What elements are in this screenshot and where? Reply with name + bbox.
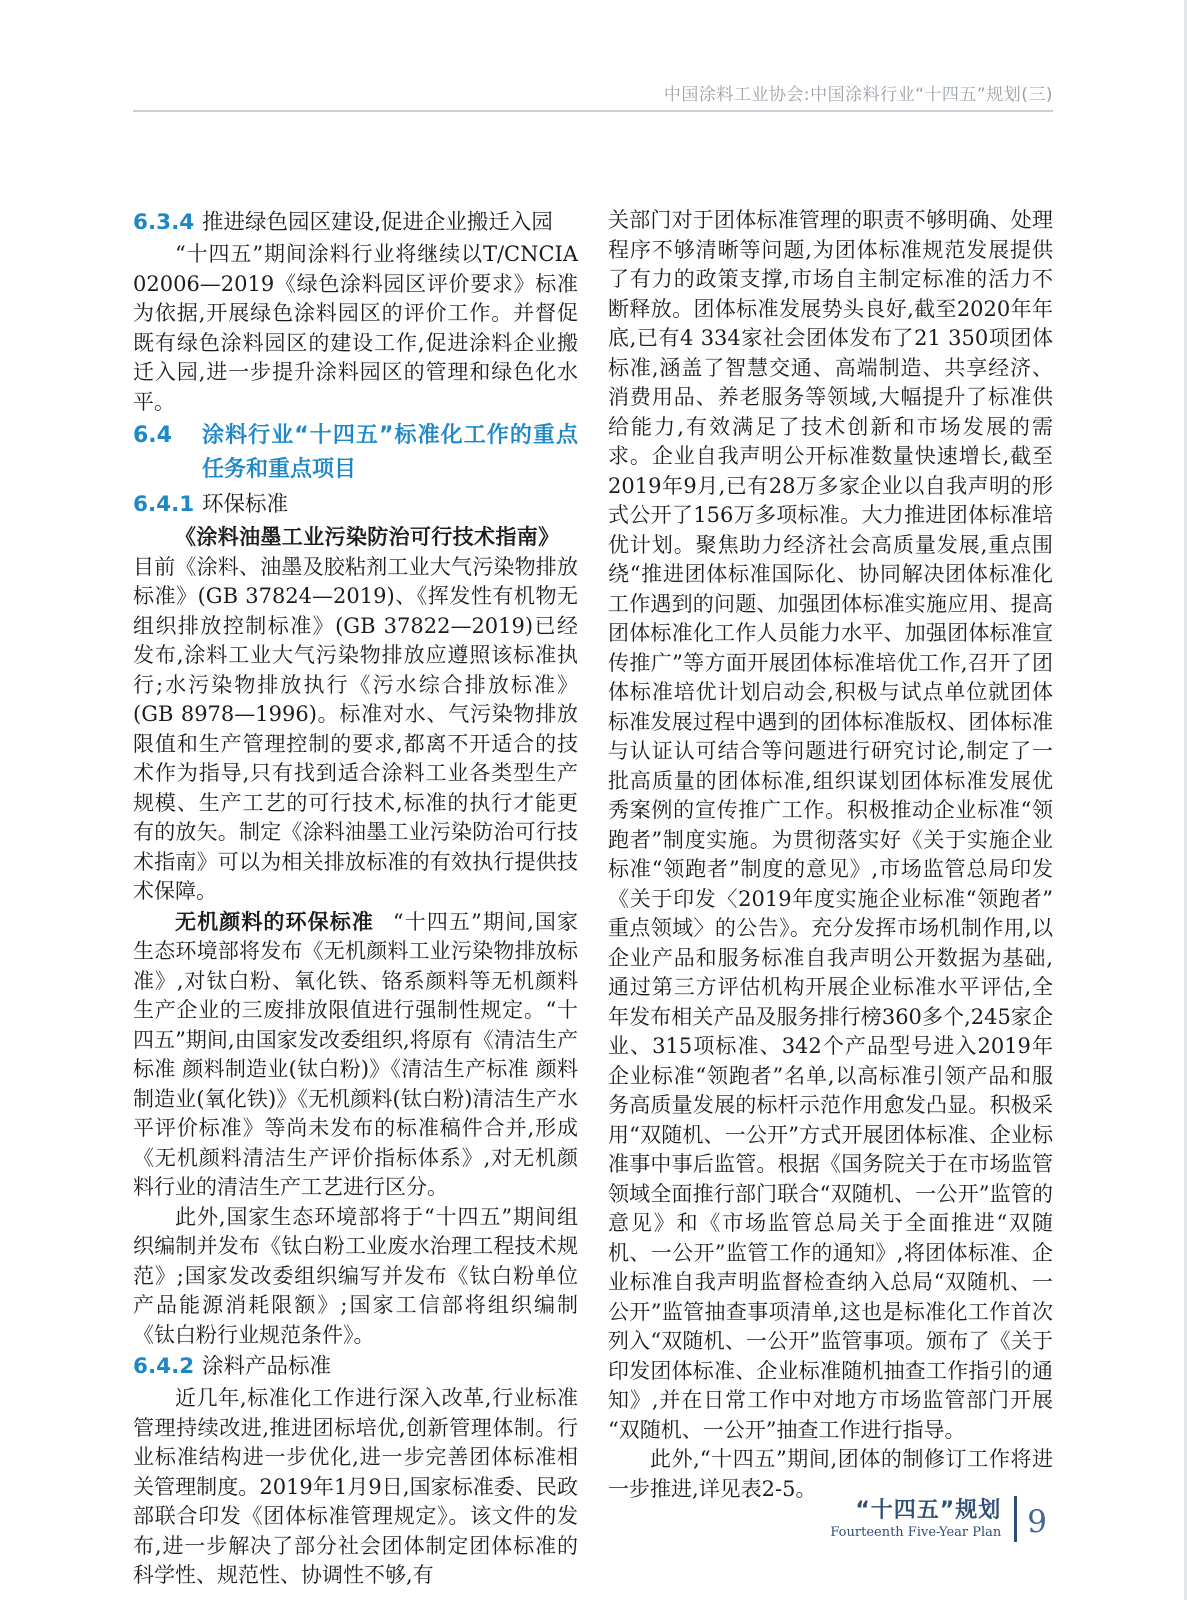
paragraph-product-standards: 近几年,标准化工作进行深入改革,行业标准管理持续改进,推进团标培优,创新管理体制。行业标准结构进一步优化,进一步完善团体标准相关管理制度。2019年1月9日,国家标准委、民政部联合印发《团体标准管理规定》。该文件的发布,进一步解决了部分社会团体制定团体标准的科学性、规范性、协调性不够,有 — [133, 1386, 578, 1587]
paragraph-bold-lead: 《涂料油墨工业污染防治可行技术指南》 — [175, 524, 560, 549]
paragraph-inorganic-pigment — [133, 907, 578, 1203]
paragraph-titanium-dioxide: 此外,国家生态环境部将于“十四五”期间组织编制并发布《钛白粉工业废水治理工程技术规范》;国家发改委组织编写并发布《钛白粉单位产品能源消耗限额》;国家工信部将组织编制《钛白粉行业规范条件》。 — [133, 1204, 578, 1347]
section-number: 6.3.4 — [133, 210, 195, 235]
section-heading-6-4-2 — [133, 1351, 578, 1383]
footer-divider-bar — [1014, 1496, 1017, 1542]
section-title: 涂料产品标准 — [202, 1354, 332, 1379]
section-number: 6.4.2 — [133, 1354, 195, 1379]
header-divider-rule — [133, 110, 1053, 112]
paragraph-table-reference: 此外,“十四五”期间,团体的制修订工作将进一步推进,详见表2-5。 — [608, 1447, 1053, 1501]
paragraph-bold-lead: 无机颜料的环保标准 — [175, 908, 374, 934]
paragraph-group-standards-continued: 关部门对于团体标准管理的职责不够明确、处理程序不够清晰等问题,为团体标准规范发展提供了有力的政策支撑,市场自主制定标准的活力不断释放。团体标准发展势头良好,截至2020年年底,已有4 334家社会团体发布了21 350项团体标准,涵盖了智慧交通、高端制造、共享经济、消费用品、养老服务等领域,大幅提升了标准供给能力,有效满足了技术创新和市场发展的需求。企业自我声明公开标准数量快速增长,截至2019年9月,已有28万多家企业以自我声明的形式公开了156万多项标准。大力推进团体标准培优计划。聚焦助力经济社会高质量发展,重点围绕“推进团体标准国际化、协同解决团体标准化工作遇到的问题、加强团体标准实施应用、提高团体标准化工作人员能力水平、加强团体标准宣传推广”等方面开展团体标准培优工作,召开了团体标准培优计划启动会,积极与试点单位就团体标准发展过程中遇到的团体标准版权、团体标准与认证认可结合等问题进行研究讨论,制定了一批高质量的团体标准,组织谋划团体标准发展优秀案例的宣传推广工作。积极推动企业标准“领跑者”制度实施。为贯彻落实好《关于实施企业标准“领跑者”制度的意见》,市场监管总局印发《关于印发〈2019年度实施企业标准“领跑者”重点领域〉的公告》。充分发挥市场机制作用,以企业产品和服务标准自我声明公开数据为基础,通过第三方评估机构开展企业标准水平评估,全年发布相关产品及服务排行榜360多个,245家企业、315项标准、342个产品型号进入2019年企业标准“领跑者”名单,以高标准引领产品和服务高质量发展的标杆示范作用愈发凸显。积极采用“双随机、一公开”方式开展团体标准、企业标准事中事后监管。根据《国务院关于在市场监管领域全面推行部门联合“双随机、一公开”监管的意见》和《市场监管总局关于全面推进“双随机、一公开”监管工作的通知》,将团体标准、企业标准自我声明监督检查纳入总局“双随机、一公开”监管抽查事项清单,这也是标准化工作首次列入“双随机、一公开”监管事项。颁布了《关于印发团体标准、企业标准随机抽查工作指引的通知》,并在日常工作中对地方市场监管部门开展“双随机、一公开”抽查工作进行指导。 — [608, 208, 1053, 1442]
section-title: 推进绿色园区建设,促进企业搬迁入园 — [202, 210, 553, 235]
page-number: 9 — [1027, 1504, 1047, 1540]
section-number: 6.4.1 — [133, 492, 195, 517]
section-number: 6.4 — [133, 423, 172, 448]
section-title: 环保标准 — [202, 492, 289, 517]
page-body — [133, 206, 1053, 1591]
paragraph-text: “十四五”期间,国家生态环境部将发布《无机颜料工业污染物排放标准》,对钛白粉、氧化铁、铬系颜料等无机颜料生产企业的三废排放限值进行强制性规定。“十四五”期间,由国家发改委组织,将原有《清洁生产标准 颜料制造业(钛白粉)》《清洁生产标准 颜料制造业(氧化铁)》《无机颜料(钛白粉)清洁生产水平评价标准》等尚未发布的标准稿件合并,形成《无机颜料清洁生产评价指标体系》,对无机颜料行业的清洁生产工艺进行区分。 — [133, 909, 578, 1199]
section-heading-6-4 — [133, 419, 578, 487]
section-heading-6-4-1 — [133, 489, 578, 521]
paragraph-text: 目前《涂料、油墨及胶粘剂工业大气污染物排放标准》(GB 37824—2019)、《挥发性有机物无组织排放控制标准》(GB 37822—2019)已经发布,涂料工业大气污染物排放应遵照该标准执行;水污染物排放执行《污水综合排放标准》(GB 8978—1996)。标准对水、气污染物排放限值和生产管理控制的要求,都离不开适合的技术作为指导,只有找到适合涂料工业各类型生产规模、生产工艺的可行技术,标准的执行才能更有的放矢。制定《涂料油墨工业污染防治可行技术指南》可以为相关排放标准的有效执行提供技术保障。 — [133, 554, 578, 903]
running-header-title: 中国涂料工业协会:中国涂料行业“十四五”规划(三) — [663, 85, 1053, 105]
left-column — [133, 206, 578, 1591]
footer-plan-cn: “十四五”规划 — [855, 1497, 1002, 1523]
paragraph-green-parks: “十四五”期间涂料行业将继续以T/CNCIA 02006—2019《绿色涂料园区评价要求》标准为依据,开展绿色涂料园区的评价工作。并督促既有绿色涂料园区的建设工作,促进涂料企业搬迁入园,进一步提升涂料园区的管理和绿色化水平。 — [133, 242, 578, 414]
right-column — [608, 206, 1053, 1591]
paragraph-pollution-guide — [133, 522, 578, 907]
footer-plan-label — [830, 1498, 1001, 1541]
section-title: 涂料行业“十四五”标准化工作的重点任务和重点项目 — [202, 423, 578, 482]
footer-plan-en: Fourteenth Five-Year Plan — [830, 1524, 1002, 1540]
section-heading-6-3-4 — [133, 207, 578, 239]
page-footer — [830, 1496, 1047, 1542]
